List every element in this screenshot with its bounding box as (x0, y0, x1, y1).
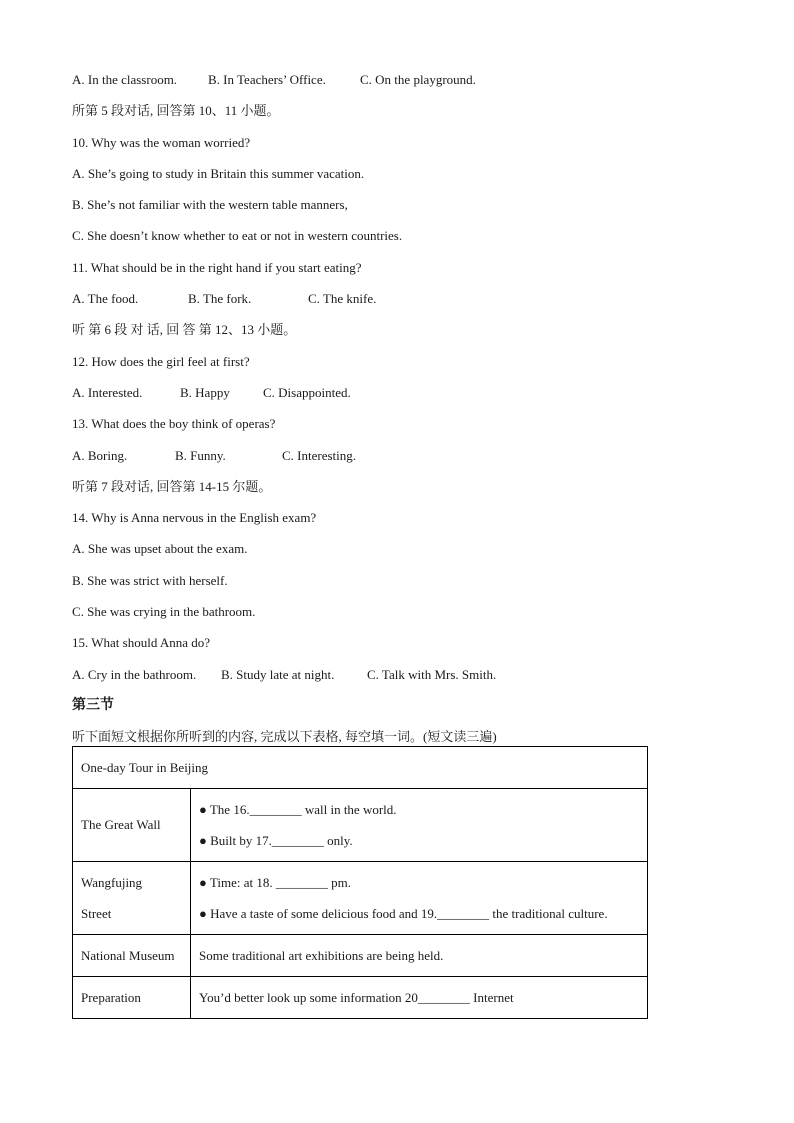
row-label (73, 862, 191, 935)
q15-option-a: A. Cry in the bathroom. (72, 666, 197, 682)
q15-option-c: C. Talk with Mrs. Smith. (367, 666, 497, 682)
row-label: National Museum (73, 935, 191, 977)
row-content (191, 789, 648, 862)
q14-option-c: C. She was crying in the bathroom. (72, 604, 256, 620)
dialogue-5-instruction: 所第 5 段对话, 回答第 10、11 小题。 (72, 103, 280, 119)
row-label: Preparation (73, 977, 191, 1019)
question-10: 10. Why was the woman worried? (72, 134, 251, 150)
table-header: One-day Tour in Beijing (73, 747, 648, 789)
q13-option-c: C. Interesting. (282, 447, 357, 463)
q11-option-a: A. The food. (72, 291, 139, 307)
q14-option-a: A. She was upset about the exam. (72, 541, 248, 557)
q10-option-c: C. She doesn’t know whether to eat or not in western countries. (72, 228, 403, 244)
q15-options (72, 659, 722, 690)
question-14: 14. Why is Anna nervous in the English exam? (72, 510, 317, 526)
q12-option-b: B. Happy (180, 384, 230, 400)
q9-option-b: B. In Teachers’ Office. (208, 72, 326, 87)
section-3-title: 第三节 (72, 696, 114, 713)
q14-option-b: B. She was strict with herself. (72, 572, 228, 588)
q12-option-a: A. Interested. (72, 384, 143, 400)
table-row (73, 862, 648, 935)
tour-table (72, 746, 648, 1019)
row-label-line: Wangfujing (81, 875, 143, 890)
table-row (73, 789, 648, 862)
q10-option-a: A. She’s going to study in Britain this summer vacation. (72, 165, 365, 181)
q9-option-a: A. In the classroom. (72, 72, 178, 87)
row-line: ● The 16.________ wall in the world. (199, 802, 397, 817)
question-13: 13. What does the boy think of operas? (72, 416, 276, 432)
section-3-instruction: 听下面短文根据你所听到的内容, 完成以下表格, 每空填一词。(短文读三遍) (72, 729, 497, 745)
document-body (72, 64, 722, 753)
q9-options (72, 64, 722, 95)
row-line: ● Have a taste of some delicious food and 19.________ the traditional culture. (199, 906, 608, 921)
q12-option-c: C. Disappointed. (263, 384, 351, 400)
q13-option-a: A. Boring. (72, 447, 128, 463)
table-row (73, 935, 648, 977)
row-line: ● Time: at 18. ________ pm. (199, 875, 351, 890)
row-line: ● Built by 17.________ only. (199, 833, 353, 848)
row-label-line: Street (81, 906, 112, 921)
row-content: You’d better look up some information 20________ Internet (191, 977, 648, 1019)
row-content: Some traditional art exhibitions are being held. (191, 935, 648, 977)
dialogue-7-instruction: 听第 7 段对话, 回答第 14-15 尔题。 (72, 478, 272, 494)
q11-options (72, 283, 722, 314)
table-row (73, 977, 648, 1019)
q9-option-c: C. On the playground. (360, 72, 476, 87)
q11-option-c: C. The knife. (308, 291, 377, 307)
q12-options (72, 377, 722, 408)
dialogue-6-instruction: 听 第 6 段 对 话, 回 答 第 12、13 小题。 (72, 322, 297, 338)
q15-option-b: B. Study late at night. (221, 666, 335, 682)
table-header-row (73, 747, 648, 789)
q11-option-b: B. The fork. (188, 291, 252, 307)
question-15: 15. What should Anna do? (72, 635, 211, 651)
question-11: 11. What should be in the right hand if you start eating? (72, 259, 362, 275)
row-content (191, 862, 648, 935)
q13-option-b: B. Funny. (175, 447, 226, 463)
q10-option-b: B. She’s not familiar with the western table manners, (72, 197, 348, 213)
row-label: The Great Wall (73, 789, 191, 862)
question-12: 12. How does the girl feel at first? (72, 353, 250, 369)
q13-options (72, 440, 722, 471)
